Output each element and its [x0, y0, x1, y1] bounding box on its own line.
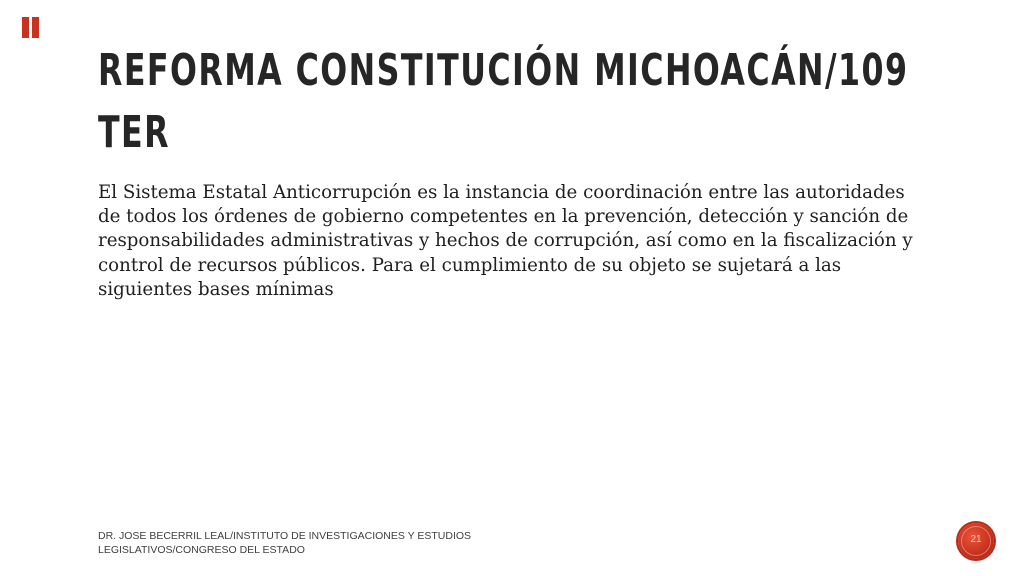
- circle-badge-icon: [958, 523, 994, 559]
- slide-footer: DR. JOSE BECERRIL LEAL/INSTITUTO DE INVESTIGACIONES Y ESTUDIOS LEGISLATIVOS/CONGRESO DEL ESTADO: [98, 530, 472, 556]
- corner-bars-icon: [22, 17, 48, 38]
- slide-title: [98, 40, 909, 164]
- slide-body-text: El Sistema Estatal Anticorrupción es la instancia de coordinación entre las autoridades de todos los órdenes de gobierno competentes en la prevención, detección y sanción de responsabilidades administrativas y hechos de corrupción, así como en la fiscalización y control de recursos públicos. Para el cumplimiento de su objeto se sujetará a las siguientes bases mínimas: [98, 182, 913, 300]
- page-number: 21: [970, 534, 982, 545]
- slide-title-text: REFORMA CONSTITUCIÓN MICHOACÁN/109 TER: [98, 45, 909, 158]
